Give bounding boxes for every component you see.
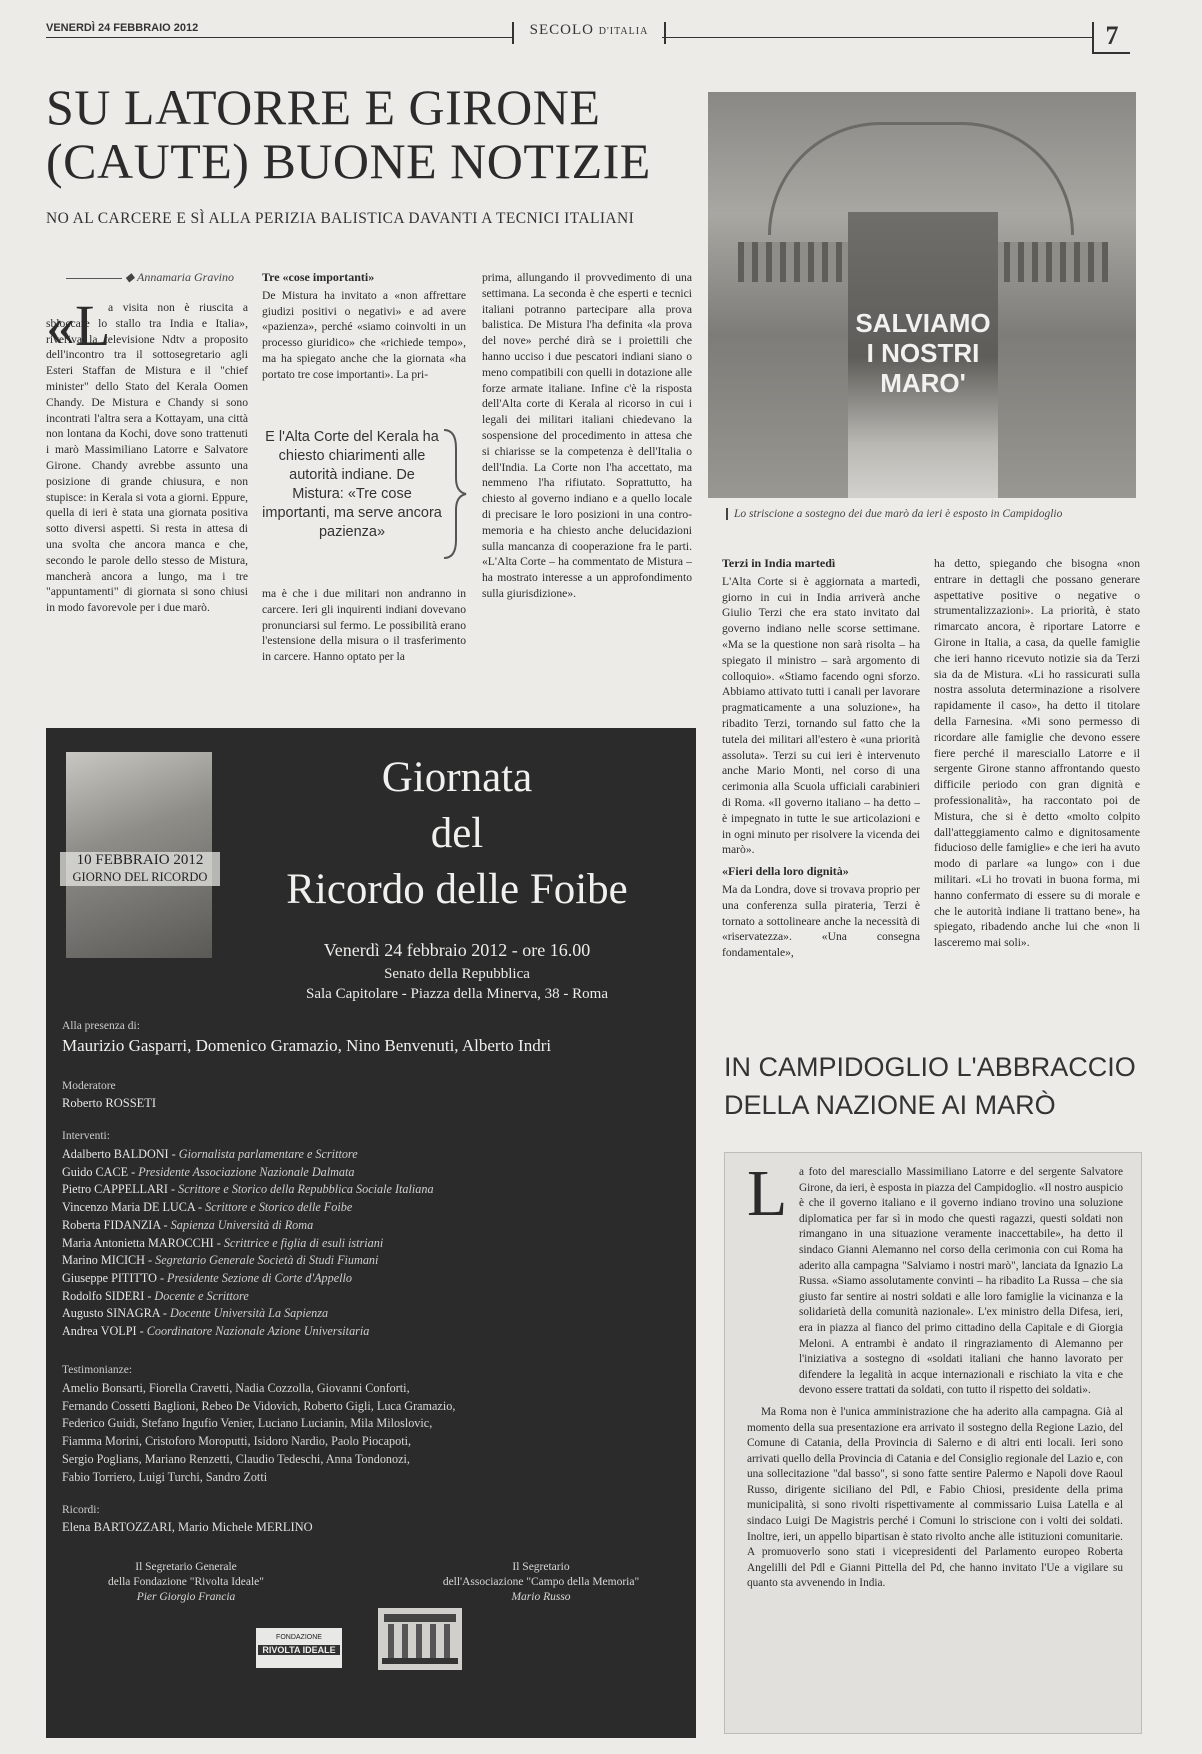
masthead-sub: D'ITALIA [598,26,649,37]
ad-memories: Elena BARTOZZARI, Mario Michele MERLINO [62,1520,313,1534]
speaker-role: Scrittrice e figlia di esuli istriani [223,1235,384,1250]
col4b-text: Ma da Londra, dove si trovava proprio per una conferenza sulla pirateria, Terzi è tornato a sottolineare anche la necessità di «riservatezza». «Una consegna fondamentale», [722,882,920,960]
speaker-role: Sapienza Università di Roma [170,1217,314,1232]
speaker-item: Guido CACE - Presidente Associazione Nazionale Dalmata [62,1164,355,1179]
article1-headline [46,80,696,188]
speaker-name: Pietro CAPPELLARI [62,1182,168,1197]
speaker-name: Rodolfo SIDERI [62,1288,145,1303]
ad-photo [66,752,212,958]
logo1-main: RIVOLTA IDEALE [258,1645,340,1655]
byline: ◆ Annamaria Gravino [66,270,234,285]
speaker-role: Presidente Associazione Nazionale Dalmata [138,1164,355,1179]
col3-text: prima, allungando il provvedimento di una settimana. La seconda è che esperti e tecnici italiani potranno partecipare alla prova balistica. De Mistura l'ha definita «la prova del nove» perché dirà se i proiettili che hanno ucciso i due pescatori indiani siano o meno compatibili con quelli in dotazione alle forze armate italiane. Infine c'è la risposta dell'Alta corte di Kerala al ricorso in cui i legali dei militari italiani chiedevano la sospensione del procedimento in attesa che si chiarisse se la competenza è dell'Italia o dell'India. La Corte non l'ha accettato, ma nemmeno l'ha rifiutato. Soprattutto, ha chiesto al governo indiano e a quello locale di precisare le loro posizioni in una contro-memoria e ha chiesto anche delucidazioni sulla mancanza di cooperazione fra le parti. «L'Alta Corte – ha commentato de Mistura – ha mostrato interesse a un approfondimento sulla giurisdizione». [482,271,692,600]
page-number: 7 [1092,22,1130,54]
sig1-line1: Il Segretario Generale [135,1561,237,1573]
sig2-line1: Il Segretario [512,1561,570,1573]
ad-moderator-label: Moderatore [62,1080,116,1092]
headline-line2: (CAUTE) BUONE NOTIZIE [46,133,651,189]
speaker-name: Adalberto BALDONI [62,1147,169,1161]
speaker-role: Giornalista parlamentare e Scrittore [178,1147,358,1161]
pullquote-text: E l'Alta Corte del Kerala ha chiesto chiarimenti alle autorità indiane. De Mistura: «Tre cose importanti, ma serve ancora pazienza» [262,429,442,540]
speaker-role: Presidente Sezione di Corte d'Appello [167,1270,352,1285]
ad-title [232,750,682,918]
article1-col4 [722,556,920,1018]
speaker-role: Scrittore e Storico delle Foibe [205,1200,353,1215]
ad-title-line1: Giornata [381,754,533,801]
ad-venue-line1: Senato della Repubblica [384,966,530,982]
article2-box [724,1152,1142,1734]
ad-photo-label-line1: 10 FEBBRAIO 2012 [76,852,204,868]
article2-para2-text: Ma Roma non è l'unica amministrazione che ha aderito alla campagna. Già al momento della sua presentazione era arrivato il sostegno della Regione Lazio, del Comune di Catania, della Provincia di Salerno e di altri enti locali. Ieri sono arrivati quello della Provincia di Catania e del Consiglio regionale del Lazio e, con una sollecitazione "dal basso", si sono fatte sentire Palermo e Napoli dove Raoul Russo, dirigente siciliano del Pdl, e Fabio Chiosi, presidente della prima municipalità, si sono rivolti rispettivamente al commissario Luisa Latella e al sindaco Luigi De Magistris perché i Comuni lo striscione con i volti dei soldati. Inoltre, ieri, un appello bipartisan è stato rivolto anche alle istituzioni comunitarie. A promuoverlo sono stati i vicepresidenti del Parlamento europeo Roberta Angelilli del Pdl e Gianni Pittella del Pd, che hanno invitato l'Ue a vigilare su quanto sta avvenendo in India. [747,1405,1123,1590]
col4-heading: Terzi in India martedì [722,556,836,570]
sig2-line2: dell'Associazione "Campo della Memoria" [442,1576,640,1588]
campo-memoria-logo [378,1608,462,1670]
article2-headline-line2: DELLA NAZIONE AI MARÒ [724,1090,1056,1120]
col2-heading: Tre «cose importanti» [262,270,375,284]
photo-banner [848,212,998,498]
sig2-name: Mario Russo [511,1591,571,1603]
speaker-name: Roberta FIDANZIA [62,1217,161,1232]
article1-dropcap: «L [46,293,111,358]
ad-testimonies-label: Testimonianze: [62,1364,133,1376]
article1-col5 [934,556,1140,1018]
sig1-name: Pier Giorgio Francia [136,1591,236,1603]
article2-headline [724,1048,1144,1124]
ad-testimonies-list [62,1380,682,1486]
masthead [512,22,666,44]
article2-para1-text: a foto del maresciallo Massimiliano Latorre e del sergente Salvatore Girone, da ieri, è esposta in piazza del Campidoglio. «Il nostro auspicio è che il governo italiano e il governo indiano trovino una soluzione diplomatica per far sì in modo che questi ragazzi, questi soldati non rimangano in una situazione veramente inaccettabile», ha detto il sindaco Gianni Alemanno nel corso della cerimonia con cui Roma ha aderito alla campagna "Salviamo i nostri marò", lanciata da Ignazio La Russa. «Siamo assolutamente convinti – ha ribadito La Russa – che sia giusto far sentire ai nostri soldati e alle loro famiglie la vicinanza e la solidarietà della comunità nazionale». L'ex ministro della Difesa, ieri, era in piazza al fianco del primo cittadino della Capitale e di Giorgia Meloni. A entrambi è andato il ringraziamento di Alemanno per l'iniziativa a sostegno di «soldati italiani che hanno lavorato per difendere la legalità in acque internazionali e rischiato la vita e che devono essere trattati da soldati, con tutto il rispetto dei soldati». [799,1166,1123,1397]
header-rule-left [46,37,512,38]
testimony-line: Federico Guidi, Stefano Ingufio Venier, Luciano Lucianin, Mila Miloslovic, [62,1416,433,1431]
article2-dropcap: L [747,1157,788,1230]
article2-body [747,1165,1123,1725]
ad-memories-label: Ricordi: [62,1504,100,1516]
ad-photo-label [60,852,220,886]
col4-text: L'Alta Corte si è aggiornata a martedì, giorno in cui in India arriverà anche Giulio Terzi che era stato invitato dal governo indiano nelle scorse settimane. «Ma se la questione non sarà risolta – ha spiegato il ministro – sarà argomento di colloquio». «Stiamo facendo ogni sforzo. Abbiamo attivato tutti i canali per lavorare pragmaticamente a una soluzione», ha ribadito Terzi, tornando sul fatto che la tutela dei militari all'estero è «una priorità assoluta». Terzi su cui ieri è intervenuto anche Mario Monti, nel corso di una cerimonia alla Scuola ufficiali carabinieri di Roma. «Il governo italiano – ha detto – è impegnato in tutte le sue articolazioni e in ogni minuto per risolvere la vicenda dei marò». [722,574,920,857]
ad-presence-label: Alla presenza di: [62,1020,140,1032]
banner-line2: I NOSTRI [866,338,980,368]
speaker-item: Augusto SINAGRA - Docente Università La Sapienza [62,1306,329,1321]
speaker-name: Guido CACE [62,1164,129,1179]
rivolta-ideale-logo [256,1628,342,1668]
speaker-item: Vincenzo Maria DE LUCA - Scrittore e Storico delle Foibe [62,1200,353,1215]
caption-text: Lo striscione a sostegno dei due marò da ieri è esposto in Campidoglio [734,508,1063,520]
speaker-name: Marino MICICH [62,1253,145,1268]
col4-heading2: «Fieri della loro dignità» [722,864,849,879]
foibe-event-ad [46,728,696,1738]
speaker-name: Augusto SINAGRA [62,1306,160,1321]
testimony-line: Fiamma Morini, Cristoforo Moroputti, Isidoro Nardio, Paolo Piocapoti, [62,1434,412,1449]
speaker-role: Docente Università La Sapienza [170,1306,329,1321]
speaker-item: Andrea VOLPI - Coordinatore Nazionale Azione Universitaria [62,1324,370,1339]
masthead-main: SECOLO [529,22,595,38]
speaker-name: Maria Antonietta MAROCCHI [62,1235,214,1250]
speaker-item: Marino MICICH - Segretario Generale Società di Studi Fiumani [62,1253,379,1268]
ad-photo-label-line2: GIORNO DEL RICORDO [72,870,208,884]
ad-signature-1 [66,1560,306,1605]
speaker-item: Giuseppe PITITTO - Presidente Sezione di Corte d'Appello [62,1270,352,1285]
speaker-item: Pietro CAPPELLARI - Scrittore e Storico della Repubblica Sociale Italiana [62,1182,434,1197]
article1-subhead: NO AL CARCERE E SÌ ALLA PERIZIA BALISTICA DAVANTI A TECNICI ITALIANI [46,210,635,227]
pullquote-brace [440,428,468,560]
headline-line1: SU LATORRE E GIRONE [46,79,601,135]
author: Annamaria Gravino [137,270,235,284]
dropcap-letter: L [75,293,111,358]
ad-venue [232,964,682,1004]
article1-col1 [46,293,248,682]
article1-col2-top [262,270,466,410]
ad-presence-names: Maurizio Gasparri, Domenico Gramazio, Nino Benvenuti, Alberto Indri [62,1036,552,1055]
ad-title-line2: del [430,810,484,857]
monument-icon [378,1608,462,1670]
col5-text: ha detto, spiegando che bisogna «non entrare in dettagli che possano generare aspettative positive o negative o strumentalizzazioni». La priorità, è stato rimarcato ancora, è riportare Latorre e Girone in Italia, a casa, da quelle famiglie che ieri hanno ricevuto notizie sia da Terzi sia da de Mistura. «Li ho rassicurati sulla nostra assoluta determinazione a risolvere rapidamente il caso», ha detto il titolare della Farnesina. «Mi sono permesso di ricordare alle famiglie che devono essere fiere perché il maresciallo Latorre e il sergente Girone stanno affrontando questo difficile periodo con gran dignità e professionalità», ha raccontato poi de Mistura, che si è detto «molto colpito dall'atteggiamento calmo e dignitosamente fiducioso delle famiglie» e che ieri ha avuto modo di parlare «a lungo» con i due militari. «Li ho trovati in buona forma, mi hanno confermato di essere su di morale e che le autorità indiane li trattano bene», ha spiegato, ribadendo anche lui che «non li lasceremo mai soli». [934,557,1140,950]
ad-venue-line2: Sala Capitolare - Piazza della Minerva, 38 - Roma [306,986,608,1002]
article1-col3 [482,270,692,700]
byline-rule [66,278,122,279]
speaker-role: Scrittore e Storico della Repubblica Sociale Italiana [178,1182,434,1197]
ad-moderator-name: Roberto ROSSETI [62,1096,157,1110]
ad-title-line3: Ricordo delle Foibe [286,866,628,913]
speaker-item: Maria Antonietta MAROCCHI - Scrittrice e figlia di esuli istriani [62,1235,384,1250]
header-rule-right [662,37,1092,38]
speaker-item: Roberta FIDANZIA - Sapienza Università di Roma [62,1217,314,1232]
photo-caption [726,508,1144,520]
banner-line1: SALVIAMO [855,308,991,338]
testimony-line: Amelio Bonsarti, Fiorella Cravetti, Nadia Cozzolla, Giovanni Conforti, [62,1381,410,1395]
speaker-role: Coordinatore Nazionale Azione Universitaria [146,1324,370,1339]
article2-para1 [747,1165,1123,1399]
col2-top-text: De Mistura ha invitato a «non affrettare giudizi positivi o negativi» e ad avere «pazienza», perché «siamo coinvolti in un processo giuridico» che «richiede tempo», ma ha spiegato anche che la giornata «ha portato tre cose importanti». La pri- [262,288,466,381]
speaker-name: Andrea VOLPI [62,1324,137,1339]
ad-signature-2 [406,1560,676,1605]
pullquote [262,428,442,542]
col2-bottom-text: ma è che i due militari non andranno in carcere. Ieri gli inquirenti indiani dovevano pronunciarsi sul fermo. Le possibilità erano l'estensione della misura o il trasferimento in carcere. Hanno optato per la [262,587,466,664]
col1-text: a visita non è riuscita a sbloccare lo stallo tra India e Italia», riveriva la televisione Ndtv a proposito dell'incontro tra il sottosegretario agli Esteri Staffan de Mistura e il "chief minister" dello Stato del Kerala Oomen Chandy. De Mistura e Chandy si sono incontrati l'altra sera a Kottayam, una città non lontana da Kochi, dove sono trattenuti i marò Massimiliano Latorre e Salvatore Girone. Chandy avrebbe assunto una posizione di grande chiusura, e non stupisce: in Kerala si vota a giorni. Eppure, quella di ieri è stata una giornata positiva sotto diversi aspetti. Si resta in attesa di una svolta che ancora manca e che, secondo le parole dello stesso de Mistura, mancherà ancora a lungo, ma i tre "appuntamenti" di giornata si sono chiusi in modo favorevole per i due marò. [46,301,248,615]
testimony-line: Sergio Poglians, Mariano Renzetti, Claudio Tedeschi, Anna Tondonozi, [62,1451,410,1466]
ad-date: Venerdì 24 febbraio 2012 - ore 16.00 [323,940,591,960]
ad-speakers-list [62,1146,682,1341]
article1-photo [708,92,1136,498]
testimony-line: Fernando Cossetti Baglioni, Rebeo De Vidovich, Roberto Gigli, Luca Gramazio, [62,1398,456,1413]
speaker-name: Giuseppe PITITTO [62,1270,157,1285]
ad-speakers-label: Interventi: [62,1130,110,1142]
article1-col2-bottom [262,586,466,682]
speaker-role: Segretario Generale Società di Studi Fiumani [155,1253,379,1268]
banner-line3: MARO' [880,368,966,398]
testimony-line: Fabio Torriero, Luigi Turchi, Sandro Zotti [62,1469,268,1484]
speaker-name: Vincenzo Maria DE LUCA [62,1200,195,1215]
speaker-item: Rodolfo SIDERI - Docente e Scrittore [62,1288,249,1303]
article2-para2 [747,1405,1123,1592]
article2-headline-line1: IN CAMPIDOGLIO L'ABBRACCIO [724,1052,1136,1082]
banner-text [848,308,998,398]
speaker-role: Docente e Scrittore [154,1288,249,1303]
speaker-item: Adalberto BALDONI - Giornalista parlamentare e Scrittore [62,1147,358,1161]
sig1-line2: della Fondazione "Rivolta Ideale" [108,1576,264,1588]
header-date: VENERDÌ 24 FEBBRAIO 2012 [46,22,199,34]
logo1-top: FONDAZIONE [276,1634,322,1641]
